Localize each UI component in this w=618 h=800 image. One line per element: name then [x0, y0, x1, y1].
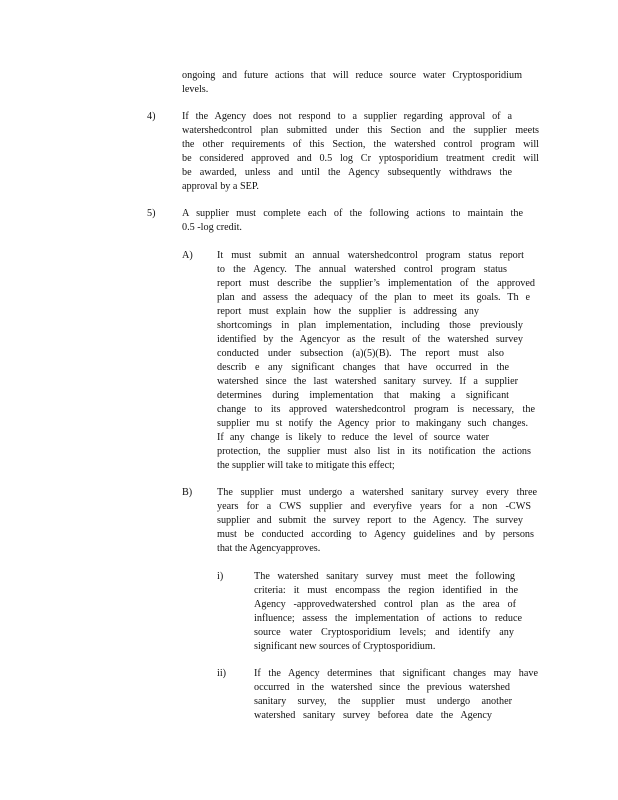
text-line: identified by the Agencyor as the result of the watershed survey	[217, 334, 523, 345]
item-A-paragraph	[217, 249, 535, 473]
text-line: plan and assess the adequacy of the plan to meet its goals. Th e	[217, 292, 530, 303]
text-line: Agency -approvedwatershed control plan as the area of	[254, 599, 516, 610]
text-line: the other requirements of this Section, the watershed control program will	[182, 139, 539, 150]
text-line: A supplier must complete each of the following actions to maintain the	[182, 208, 523, 219]
text-line: supplier and submit the survey report to the Agency. The survey	[217, 515, 523, 526]
text-line: If the Agency does not respond to a supplier regarding approval of a	[182, 111, 512, 122]
text-line: years for a CWS supplier and everyfive years for a non -CWS	[217, 501, 531, 512]
text-line: protection, the supplier must also list in its notification the actions	[217, 446, 531, 457]
text-line: If the Agency determines that significant changes may have	[254, 668, 538, 679]
text-line: to the Agency. The annual watershed control program status	[217, 264, 507, 275]
text-line: that the Agencyapproves.	[217, 543, 321, 554]
text-line: significant new sources of Cryptosporidium.	[254, 641, 436, 652]
text-line: source water Cryptosporidium levels; and identify any	[254, 627, 514, 638]
item-B-label: B)	[182, 487, 193, 498]
text-line: be considered approved and 0.5 log Cr yptosporidium treatment credit will	[182, 153, 539, 164]
text-line: watershedcontrol plan submitted under this Section and the supplier meets	[182, 125, 539, 136]
text-line: shortcomings in plan implementation, including those previously	[217, 320, 523, 331]
text-line: ongoing and future actions that will reduce source water Cryptosporidium	[182, 70, 522, 81]
text-line: be awarded, unless and until the Agency subsequently withdraws the	[182, 167, 512, 178]
item-A-label: A)	[182, 250, 193, 261]
text-line: report must explain how the supplier is addressing any	[217, 306, 479, 317]
text-line: sanitary survey, the supplier must undergo another	[254, 696, 512, 707]
text-line: supplier mu st notify the Agency prior to makingany such changes.	[217, 418, 528, 429]
text-line: The supplier must undergo a watershed sanitary survey every three	[217, 487, 537, 498]
text-line: must be conducted according to Agency guidelines and by persons	[217, 529, 534, 540]
text-line: approval by a SEP.	[182, 181, 259, 192]
text-line: occurred in the watershed since the previous watershed	[254, 682, 510, 693]
text-line: watershed since the last watershed sanitary survey. If a supplier	[217, 376, 518, 387]
text-line: describ e any significant changes that have occurred in the	[217, 362, 509, 373]
text-line: criteria: it must encompass the region identified in the	[254, 585, 518, 596]
item-4-paragraph	[182, 110, 539, 194]
item-Bii-paragraph	[254, 667, 538, 723]
text-line: If any change is likely to reduce the level of source water	[217, 432, 489, 443]
text-line: change to its approved watershedcontrol program is necessary, the	[217, 404, 535, 415]
item-5-label: 5)	[147, 208, 156, 219]
item-Bi-label: i)	[217, 571, 224, 582]
text-line: the supplier will take to mitigate this effect;	[217, 460, 395, 471]
text-line: determines during implementation that making a significant	[217, 390, 509, 401]
item-5-paragraph	[182, 207, 523, 235]
continuation-paragraph	[182, 69, 522, 97]
text-line: 0.5 -log credit.	[182, 222, 242, 233]
text-line: The watershed sanitary survey must meet the following	[254, 571, 515, 582]
text-line: levels.	[182, 84, 209, 95]
item-Bi-paragraph	[254, 570, 522, 654]
text-line: It must submit an annual watershedcontrol program status report	[217, 250, 524, 261]
item-Bii-label: ii)	[217, 668, 227, 679]
text-line: conducted under subsection (a)(5)(B). The report must also	[217, 348, 504, 359]
text-line: influence; assess the implementation of actions to reduce	[254, 613, 522, 624]
text-line: report must describe the supplier’s implementation of the approved	[217, 278, 535, 289]
item-4-label: 4)	[147, 111, 156, 122]
item-B-paragraph	[217, 486, 537, 556]
text-line: watershed sanitary survey beforea date the Agency	[254, 710, 492, 721]
